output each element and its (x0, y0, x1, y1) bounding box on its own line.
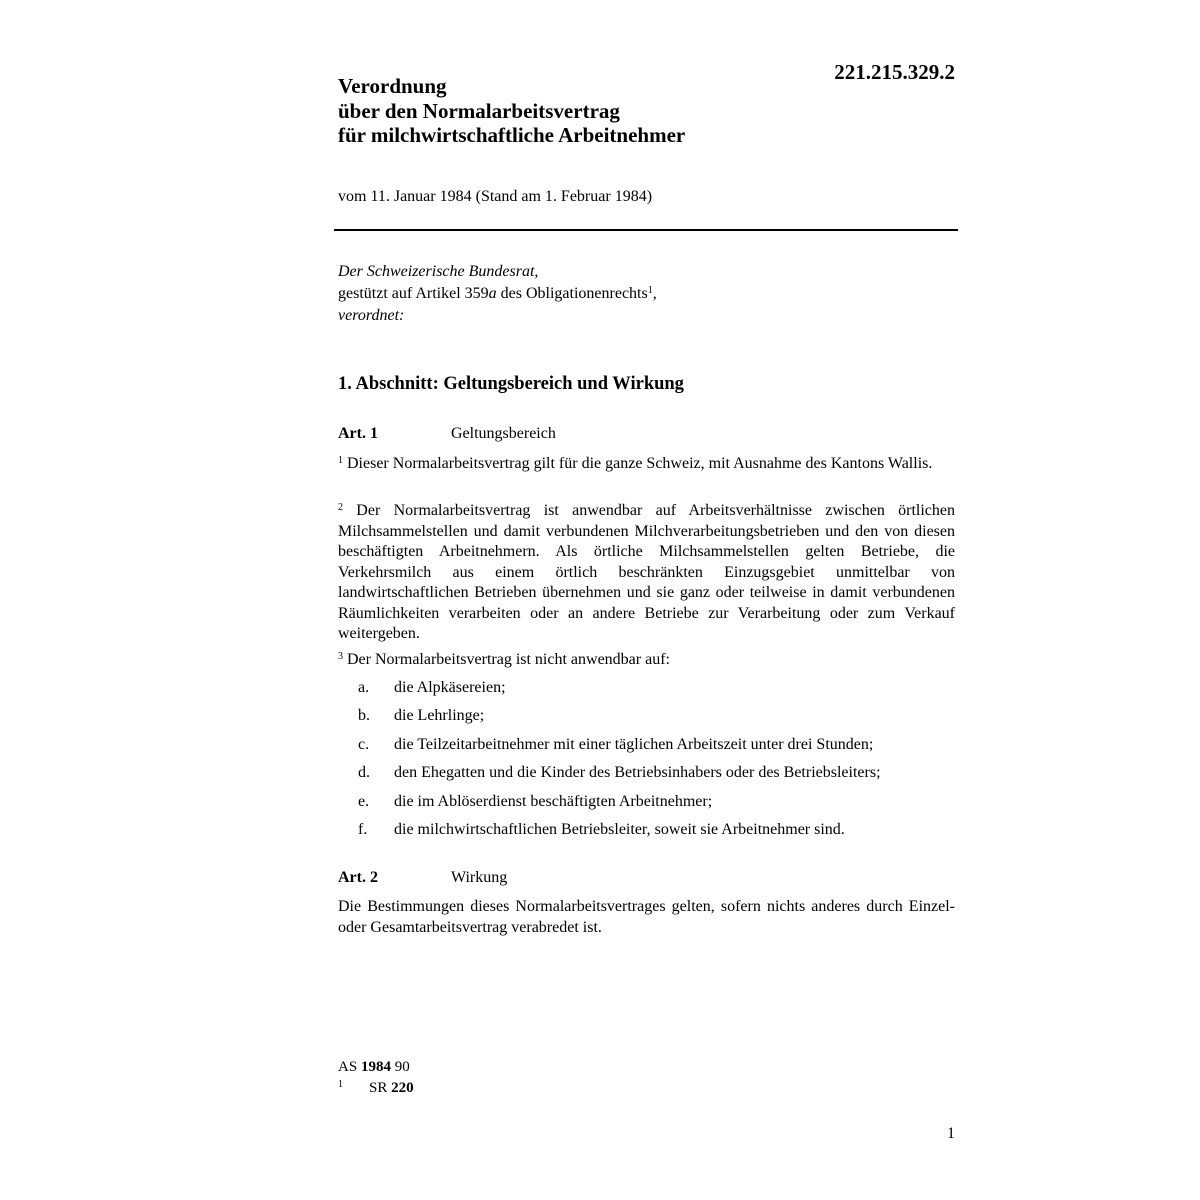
list-letter: e. (358, 793, 370, 810)
list-text: die im Ablöserdienst beschäftigten Arbeitnehmer; (394, 793, 713, 810)
article-1-paragraph-3 (338, 650, 955, 671)
list-item (358, 736, 873, 754)
paragraph-number: 3 (338, 651, 343, 662)
list-text: die milchwirtschaftlichen Betriebsleiter, soweit sie Arbeitnehmer sind. (394, 821, 845, 838)
preamble (338, 261, 657, 327)
preamble-authority: Der Schweizerische Bundesrat, (338, 263, 539, 280)
article-2-heading (338, 869, 507, 887)
list-letter: d. (358, 764, 370, 781)
footnote-number: 1 (338, 1079, 343, 1090)
list-text: die Teilzeitarbeitnehmer mit einer täglichen Arbeitszeit unter drei Stunden; (394, 736, 874, 753)
list-letter: c. (358, 736, 370, 753)
footnote-ref-1[interactable]: 1 (647, 285, 653, 296)
paragraph-number: 1 (338, 455, 343, 466)
basis-italic: a (488, 285, 497, 302)
list-text: die Lehrlinge; (394, 707, 485, 724)
list-item (358, 793, 712, 811)
footnote-1 (338, 1080, 414, 1097)
basis-end: , (652, 285, 657, 302)
article-title: Geltungsbereich (451, 425, 556, 442)
sr-number: 221.215.329.2 (834, 60, 955, 84)
basis-text: gestützt auf Artikel 359 (338, 285, 489, 302)
header-divider (334, 229, 958, 231)
list-text: den Ehegatten und die Kinder des Betriebsinhabers oder des Betriebsleiters; (394, 764, 881, 781)
page-number: 1 (947, 1125, 955, 1142)
preamble-basis (338, 283, 657, 305)
paragraph-text: Dieser Normalarbeitsvertrag gilt für die ganze Schweiz, mit Ausnahme des Kantons Wallis. (343, 455, 933, 472)
title-line-2: über den Normalarbeitsvertrag (338, 98, 620, 123)
title-line-1: Verordnung (338, 74, 447, 98)
article-number: Art. 2 (338, 869, 378, 886)
article-1-paragraph-1 (338, 454, 955, 475)
section-heading: 1. Abschnitt: Geltungsbereich und Wirkung (338, 374, 684, 394)
article-title: Wirkung (451, 869, 508, 886)
sr-prefix: SR (369, 1080, 392, 1096)
as-reference (338, 1059, 410, 1076)
document-title (338, 74, 685, 148)
article-number: Art. 1 (338, 425, 378, 442)
preamble-decree: verordnet: (338, 307, 405, 324)
title-line-3: für milchwirtschaftliche Arbeitnehmer (338, 123, 686, 147)
paragraph-text: Der Normalarbeitsvertrag ist nicht anwendbar auf: (343, 651, 670, 668)
list-letter: b. (358, 707, 370, 724)
list-item (358, 764, 881, 782)
as-prefix: AS (338, 1059, 361, 1075)
list-item (358, 821, 845, 839)
sr-num: 220 (391, 1080, 414, 1096)
list-item (358, 679, 506, 697)
article-1-heading (338, 425, 556, 443)
as-page: 90 (390, 1059, 410, 1075)
article-2-paragraph: Die Bestimmungen dieses Normalarbeitsvertrages gelten, sofern nichts anderes durch Einzel- oder Gesamtarbeitsvertrag verabredet ist. (338, 898, 955, 936)
date-line: vom 11. Januar 1984 (Stand am 1. Februar 1984) (338, 188, 653, 205)
article-1-paragraph-2 (338, 501, 955, 645)
list-item (358, 707, 484, 725)
list-text: die Alpkäsereien; (394, 679, 506, 696)
paragraph-text: Der Normalarbeitsvertrag ist anwendbar auf Arbeitsverhältnisse zwischen örtlichen Milchsammelstellen und damit verbundenen Milchverarbeitungsbetrieben und den von diesen beschäftigten Arbeitnehmern. Als örtliche Milchsammelstellen gelten Betriebe, die Verkehrsmilch aus einem örtlich beschränkten Einzugsgebiet unmittelbar von landwirtschaftlichen Betrieben übernehmen und sie ganz oder teilweise in damit verbundenen Räumlichkeiten verarbeiten oder an andere Betriebe zur Verarbeitung oder zum Verkauf weitergeben. (338, 502, 955, 642)
list-letter: a. (358, 679, 370, 696)
as-year: 1984 (360, 1059, 391, 1075)
paragraph-number: 2 (338, 502, 343, 513)
list-letter: f. (358, 821, 368, 838)
basis-text-after: des Obligationenrechts (496, 285, 648, 302)
